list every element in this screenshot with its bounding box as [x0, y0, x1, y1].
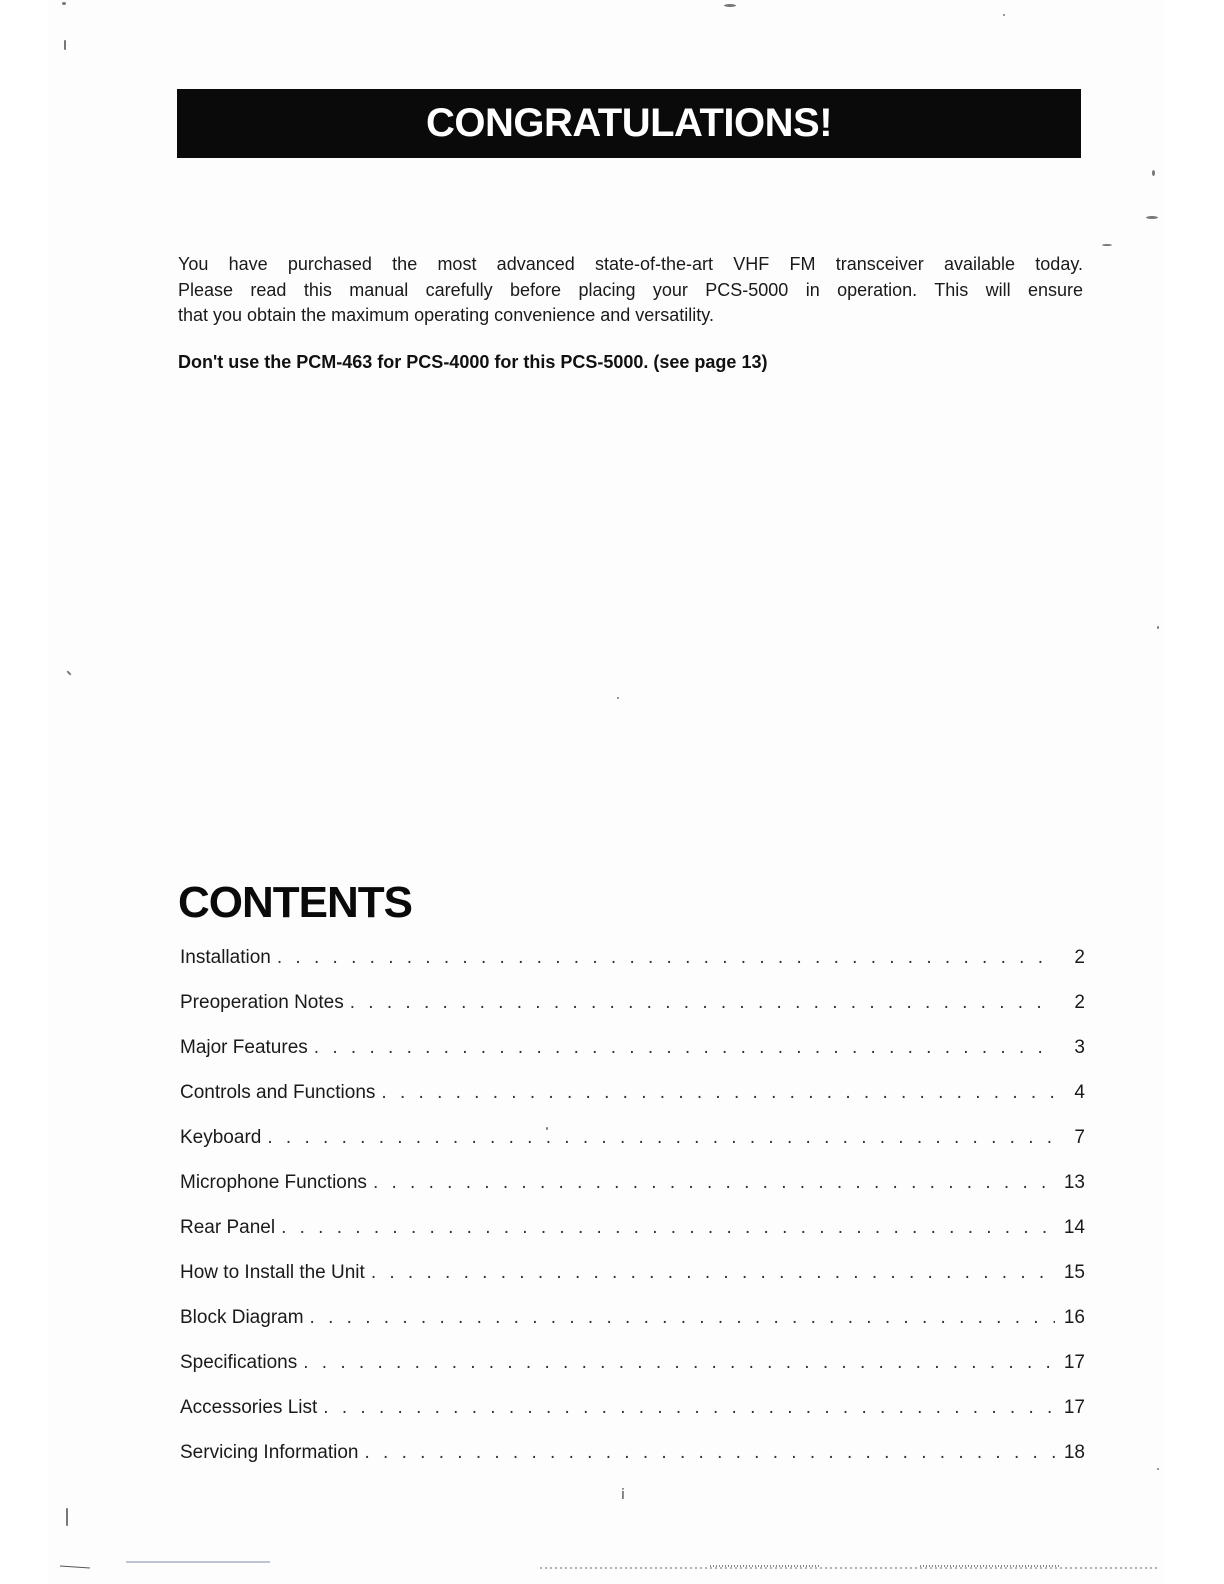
- toc-entry-controls-and-functions[interactable]: [180, 1082, 1085, 1127]
- toc-leader-dots: [381, 1082, 1055, 1104]
- toc-entry-page: 13: [1063, 1172, 1085, 1193]
- toc-entry-specifications[interactable]: [180, 1352, 1085, 1397]
- toc-entry-installation[interactable]: [180, 947, 1085, 992]
- toc-leader-dots: [310, 1307, 1055, 1329]
- toc-entry-page: 17: [1063, 1397, 1085, 1418]
- scan-speck: [64, 40, 66, 50]
- toc-entry-accessories-list[interactable]: [180, 1397, 1085, 1442]
- toc-leader-dots: [373, 1172, 1055, 1194]
- toc-entry-page: 16: [1063, 1307, 1085, 1328]
- toc-entry-title: Specifications: [180, 1352, 298, 1373]
- toc-leader-dots: [371, 1262, 1055, 1284]
- toc-entry-rear-panel[interactable]: [180, 1217, 1085, 1262]
- intro-paragraph: [178, 252, 1083, 329]
- scan-speck: [1003, 14, 1005, 16]
- intro-line: that you obtain the maximum operating convenience and versatility.: [178, 305, 714, 325]
- toc-entry-page: 18: [1063, 1442, 1085, 1463]
- toc-entry-servicing-information[interactable]: [180, 1442, 1085, 1487]
- toc-leader-dots: [277, 947, 1055, 969]
- toc-entry-title: Major Features: [180, 1037, 308, 1058]
- toc-leader-dots: [364, 1442, 1055, 1464]
- toc-leader-dots: [267, 1127, 1055, 1149]
- toc-entry-title: Microphone Functions: [180, 1172, 367, 1193]
- scan-speck: [546, 1127, 548, 1130]
- scan-speck: [724, 4, 736, 7]
- toc-entry-microphone-functions[interactable]: [180, 1172, 1085, 1217]
- toc-entry-title: Controls and Functions: [180, 1082, 376, 1103]
- scan-speck: [1157, 626, 1159, 629]
- scan-speck: [62, 2, 66, 5]
- toc-entry-page: 3: [1074, 1037, 1085, 1058]
- toc-entry-title: Rear Panel: [180, 1217, 276, 1238]
- toc-entry-title: Installation: [180, 947, 271, 968]
- toc-entry-title: Accessories List: [180, 1397, 318, 1418]
- page-footer-mark: ⅰ: [621, 1486, 625, 1502]
- toc-leader-dots: [314, 1037, 1055, 1059]
- toc-entry-title: How to Install the Unit: [180, 1262, 365, 1283]
- toc-entry-title: Keyboard: [180, 1127, 262, 1148]
- toc-entry-page: 4: [1074, 1082, 1085, 1103]
- toc-entry-block-diagram[interactable]: [180, 1307, 1085, 1352]
- table-of-contents: [180, 947, 1085, 1487]
- toc-entry-title: Preoperation Notes: [180, 992, 344, 1013]
- toc-entry-keyboard[interactable]: [180, 1127, 1085, 1172]
- scan-speck: [617, 697, 619, 699]
- toc-entry-title: Servicing Information: [180, 1442, 359, 1463]
- toc-entry-page: 7: [1074, 1127, 1085, 1148]
- toc-entry-how-to-install-the-unit[interactable]: [180, 1262, 1085, 1307]
- scan-speck: [1152, 170, 1155, 176]
- toc-entry-page: 17: [1063, 1352, 1085, 1373]
- scan-speck: [66, 1508, 68, 1526]
- toc-leader-dots: [350, 992, 1055, 1014]
- scan-speck: [1157, 1468, 1159, 1470]
- toc-entry-major-features[interactable]: [180, 1037, 1085, 1082]
- toc-leader-dots: [303, 1352, 1055, 1374]
- scan-speck: [1146, 216, 1158, 219]
- warning-note: Don't use the PCM-463 for PCS-4000 for this PCS-5000. (see page 13): [178, 352, 768, 372]
- toc-entry-page: 2: [1074, 992, 1085, 1013]
- toc-entry-page: 14: [1063, 1217, 1085, 1238]
- banner-title: CONGRATULATIONS!: [425, 101, 833, 145]
- toc-entry-page: 15: [1063, 1262, 1085, 1283]
- toc-leader-dots: [323, 1397, 1055, 1419]
- congratulations-banner: [177, 89, 1081, 158]
- toc-leader-dots: [281, 1217, 1055, 1239]
- toc-entry-page: 2: [1074, 947, 1085, 968]
- toc-entry-preoperation-notes[interactable]: [180, 992, 1085, 1037]
- scan-bottom-edge: [60, 1560, 1164, 1570]
- scan-speck: [1102, 244, 1112, 246]
- contents-heading: CONTENTS: [178, 878, 412, 927]
- intro-line: Please read this manual carefully before placing your PCS-5000 in operation. This will ensure: [178, 279, 1083, 300]
- toc-entry-title: Block Diagram: [180, 1307, 304, 1328]
- intro-line: You have purchased the most advanced state-of-the-art VHF FM transceiver available today.: [178, 254, 1083, 274]
